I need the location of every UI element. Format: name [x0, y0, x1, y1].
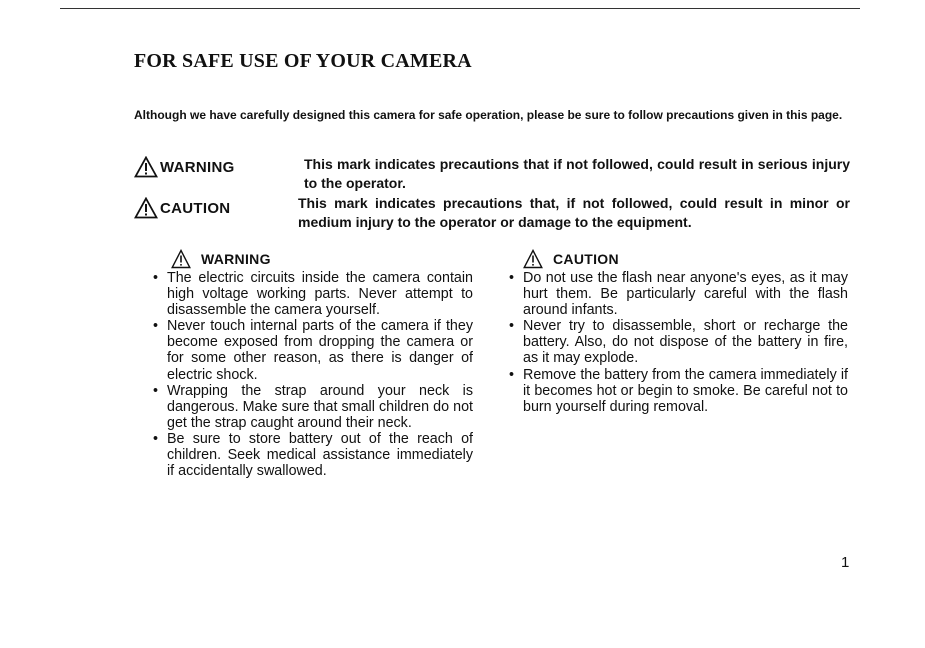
legend-warning-tag [134, 156, 235, 178]
list-item [153, 318, 473, 382]
legend-caution-tag [134, 197, 230, 219]
caution-triangle-icon [134, 197, 158, 219]
warning-list [153, 270, 473, 479]
caution-list [509, 270, 848, 415]
warning-section-heading-label: WARNING [201, 251, 271, 267]
list-item-text: Be sure to store battery out of the reach of children. Seek medical assistance immediately if accidentally swallowed. [167, 430, 473, 480]
list-item [153, 431, 473, 479]
warning-triangle-icon [134, 156, 158, 178]
caution-section [509, 248, 848, 415]
bullet: • [509, 366, 515, 383]
caution-section-heading-label: CAUTION [553, 251, 619, 267]
bullet: • [153, 382, 159, 399]
warning-triangle-icon [171, 249, 191, 269]
legend-caution-label: CAUTION [160, 199, 231, 217]
list-item [153, 383, 473, 431]
intro-text: Although we have carefully designed this camera for safe operation, please be sure to follow precautions given in this page. [134, 108, 843, 122]
warning-section [153, 248, 473, 479]
list-item-text: Never touch internal parts of the camera if they become exposed from dropping the camera or for some other reason, as there is danger of electric shock. [167, 318, 473, 383]
legend-warning-desc: This mark indicates precautions that if not followed, could result in serious injury to the operator. [304, 156, 850, 191]
bullet: • [509, 270, 515, 286]
list-item-text: Never try to disassemble, short or recharge the battery. Also, do not dispose of the battery in fire, as it may explode. [523, 318, 848, 367]
legend-warning-label: WARNING [160, 158, 235, 176]
page-title: FOR SAFE USE OF YOUR CAMERA [134, 50, 472, 72]
page-number: 1 [841, 554, 850, 571]
top-rule [60, 8, 860, 9]
caution-section-heading [509, 248, 848, 270]
bullet: • [153, 270, 159, 286]
legend-caution-desc: This mark indicates precautions that, if not followed, could result in minor or medium injury to the operator or damage to the equipment. [298, 195, 850, 230]
bullet: • [153, 318, 159, 335]
list-item-text: Remove the battery from the camera immediately if it becomes hot or begin to smoke. Be careful not to burn yourself during removal. [523, 366, 848, 415]
list-item-text: The electric circuits inside the camera contain high voltage working parts. Never attempt to disassemble the camera yourself. [167, 270, 473, 319]
list-item-text: Do not use the flash near anyone's eyes, as it may hurt them. Be particularly careful with the flash around infants. [523, 270, 848, 319]
list-item-text: Wrapping the strap around your neck is dangerous. Make sure that small children do not get the strap caught around their neck. [167, 382, 473, 431]
list-item [509, 318, 848, 366]
warning-section-heading [153, 248, 473, 270]
list-item [153, 270, 473, 318]
list-item [509, 367, 848, 415]
bullet: • [153, 430, 159, 447]
list-item [509, 270, 848, 318]
bullet: • [509, 318, 515, 335]
caution-triangle-icon [523, 249, 543, 269]
